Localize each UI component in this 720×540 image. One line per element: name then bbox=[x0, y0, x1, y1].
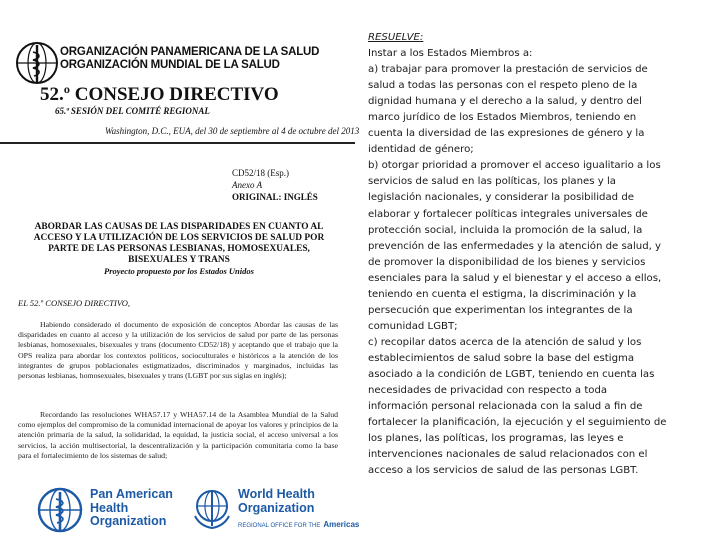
org-name-paho: ORGANIZACIÓN PANAMERICANA DE LA SALUD bbox=[60, 46, 320, 58]
who-emblem-icon bbox=[192, 486, 232, 530]
place-date: Washington, D.C., EUA, del 30 de septiembre al 4 de octubre del 2013 bbox=[105, 126, 360, 136]
resolve-line: salud a todas las personas con el respeto pleno de la bbox=[368, 80, 638, 92]
resolve-line: cuenta la diversidad de las expresiones de género y la bbox=[368, 128, 645, 140]
resolve-line: comunidad LGBT; bbox=[368, 320, 458, 332]
resolve-line: protección social, incluida la promoción de la salud, la bbox=[368, 224, 643, 236]
original-language: ORIGINAL: INGLÉS bbox=[232, 192, 318, 202]
proposed-by: Proyecto propuesto por los Estados Unidos bbox=[104, 266, 254, 276]
council-heading: EL 52.º CONSEJO DIRECTIVO, bbox=[18, 298, 131, 308]
region-name: Americas bbox=[323, 520, 360, 529]
session-title: 65.ª SESIÓN DEL COMITÉ REGIONAL bbox=[55, 106, 210, 116]
document-reference bbox=[232, 167, 318, 203]
resolve-line: marco jurídico de los Estados Miembros, teniendo en bbox=[368, 112, 637, 124]
annex-label: Anexo A bbox=[232, 180, 263, 190]
council-title: 52.º CONSEJO DIRECTIVO bbox=[40, 84, 279, 105]
resolution-title: ABORDAR LAS CAUSAS DE LAS DISPARIDADES EN CUANTO AL ACCESO Y LA UTILIZACIÓN DE LOS SERVICIOS DE SALUD POR PARTE DE LAS PERSONAS LESBIANAS, HOMOSEXUALES, BISEXUALES Y TRANS bbox=[33, 222, 325, 265]
who-region bbox=[238, 520, 359, 529]
resolve-line: c) recopilar datos acerca de la atención de salud y los bbox=[368, 336, 642, 348]
resolve-line: los planes, las políticas, los programas, las leyes e bbox=[368, 433, 624, 445]
paragraph-recalling: Recordando las resoluciones WHA57.17 y WHA57.14 de la Asamblea Mundial de la Salud como ejemplos del compromiso de la comunidad internacional de apoyar los valores y principios de la atención primaria de la salud, la solidaridad, la equidad, la justicia social, el acceso universal a los servicios, la acción multisectorial, la descentralización y la participación comunitaria como la base para el fortalecimiento de los sistemas de salud; bbox=[18, 410, 338, 460]
resolve-line: legislación nacionales, y considerar la posibilidad de bbox=[368, 192, 634, 204]
document-header bbox=[0, 0, 360, 150]
resolve-line: información personal relacionada con la salud a fin de bbox=[368, 401, 643, 413]
document-footer bbox=[0, 484, 360, 540]
paho-wordmark: Pan American Health Organization bbox=[90, 487, 173, 528]
resolve-line: elaborar y fortalecer políticas integrales universales de bbox=[368, 208, 648, 220]
paragraph-considering: Habiendo considerado el documento de exposición de conceptos Abordar las causas de las disparidades en cuanto al acceso y la utilización de los servicios de salud por parte de las personas lesbianas, homosexuales, bisexuales y trans (documento CD52/18) y aceptando que el trabajo que la OPS realiza para abordar los contextos políticos, socioculturales e históricos a la atención de los integrantes de grupos poblacionales estigmatizados, discriminados y marginados, incluidas las personas lesbianas, homosexuales, bisexuales y trans (LGBT por sus siglas en inglés); bbox=[18, 320, 338, 381]
resolve-line: acceso a los servicios de salud de las personas LGBT. bbox=[368, 465, 639, 477]
resolve-line: de promover la disponibilidad de los bienes y servicios bbox=[368, 256, 646, 268]
resolve-line: Instar a los Estados Miembros a: bbox=[368, 48, 533, 60]
resolve-line: dignidad humana y el derecho a la salud, y dentro del bbox=[368, 96, 642, 108]
resolve-line: prevención de las enfermedades y la atención de salud, y bbox=[368, 240, 662, 252]
resolve-line: establecimientos de salud sobre la base del estigma bbox=[368, 352, 635, 364]
resolve-line: persecución que experimentan los integrantes de la bbox=[368, 304, 633, 316]
resolve-line: fortalecer la planificación, la ejecución y el seguimiento de bbox=[368, 417, 667, 429]
resolve-line: necesidades de privacidad con respecto a toda bbox=[368, 385, 608, 397]
who-wordmark: World Health Organization bbox=[238, 487, 315, 515]
resolve-line: teniendo en cuenta el estigma, la discriminación y la bbox=[368, 288, 637, 300]
org-name-who: ORGANIZACIÓN MUNDIAL DE LA SALUD bbox=[60, 59, 280, 71]
resolve-line: asociado a la condición de LGBT, teniendo en cuenta las bbox=[368, 368, 655, 380]
paho-logo-icon bbox=[36, 486, 84, 534]
resolve-line: b) otorgar prioridad a promover el acceso igualitario a los bbox=[368, 160, 661, 172]
paho-emblem-icon bbox=[14, 40, 60, 86]
doc-ref: CD52/18 (Esp.) bbox=[232, 168, 289, 178]
resolve-line: servicios de salud en las políticas, los planes y la bbox=[368, 176, 616, 188]
resolve-lines bbox=[368, 46, 680, 479]
resolve-heading: RESUELVE: bbox=[368, 32, 424, 43]
header-divider bbox=[0, 142, 355, 144]
resolution-text bbox=[368, 30, 680, 479]
resolve-line: esenciales para la salud y el bienestar y el acceso a ellos, bbox=[368, 272, 662, 284]
resolve-line: a) trabajar para promover la prestación de servicios de bbox=[368, 64, 648, 76]
resolve-line: intervenciones nacionales de salud relacionados con el bbox=[368, 449, 648, 461]
region-office-label: REGIONAL OFFICE FOR THE bbox=[238, 523, 321, 529]
resolve-line: identidad de género; bbox=[368, 144, 474, 156]
